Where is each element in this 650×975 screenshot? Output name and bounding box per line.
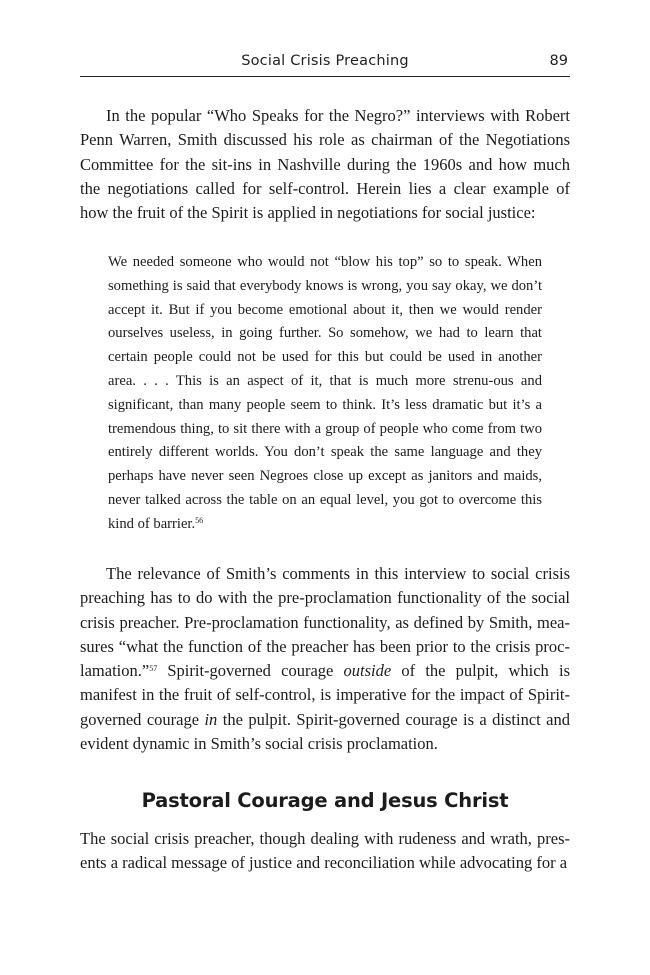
- paragraph-relevance: [80, 562, 570, 756]
- paragraph-pastoral: The social crisis preacher, though dealing with rudeness and wrath, pres-ents a radical message of justice and reconciliation while advocating for a: [80, 829, 570, 873]
- footnote-ref-56: 56: [195, 515, 204, 525]
- page-number: 89: [549, 53, 568, 69]
- footnote-ref-57: 57: [149, 664, 158, 674]
- running-title: Social Crisis Preaching: [241, 53, 409, 69]
- paragraph-intro: In the popular “Who Speaks for the Negro?” interviews with Robert Penn Warren, Smith discussed his role as chairman of the Negotiations Committee for the sit-ins in Nashville during the 1960s and how much the negotiations called for self-control. Herein lies a clear example of how the fruit of the Spirit is applied in negotiations for social justice:: [80, 106, 570, 223]
- emphasis-outside: outside: [343, 661, 392, 681]
- relevance-text-4: the pulpit. Spirit-governed courage is a distinct and evident dynamic in Smith’s social crisis proclamation.: [80, 709, 571, 754]
- quote-text: We needed someone who would not “blow his top” so to speak. When something is said that everybody knows is wrong, you say okay, we don’t accept it. But if you become emotional about it, then we would render ourselves useless, in going further. So somehow, we had to learn that certain people could not be used for this but could be used in another area. . . . This is an aspect of it, that is much more strenu-ous and significant, than many people seem to think. It’s less dramatic but it’s a tremendous thing, to sit there with a group of people who come from two entirely different worlds. You don’t speak the same language and they perhaps have never seen Negroes close up except as janitors and maids, never talked across the table on an equal level, you got to overcome this kind of barrier.: [108, 254, 542, 532]
- section-heading: Pastoral Courage and Jesus Christ: [141, 789, 509, 812]
- running-header: [80, 52, 570, 77]
- block-quote: [108, 251, 542, 537]
- relevance-text-3: of the pulpit, which is manifest in the fruit of self-control, is imperative for the impact of Spirit-governed courage: [80, 661, 570, 729]
- emphasis-in: in: [204, 709, 218, 729]
- relevance-text-1: The relevance of Smith’s comments in this interview to social crisis preaching has to do with the pre-proclamation functionality of the social crisis preacher. Pre-proclamation functionality, as defined by Smith, mea-sures “what the function of the preacher has been prior to the crisis proc-lamation.”: [80, 564, 570, 681]
- relevance-text-2: Spirit-governed courage: [157, 661, 344, 681]
